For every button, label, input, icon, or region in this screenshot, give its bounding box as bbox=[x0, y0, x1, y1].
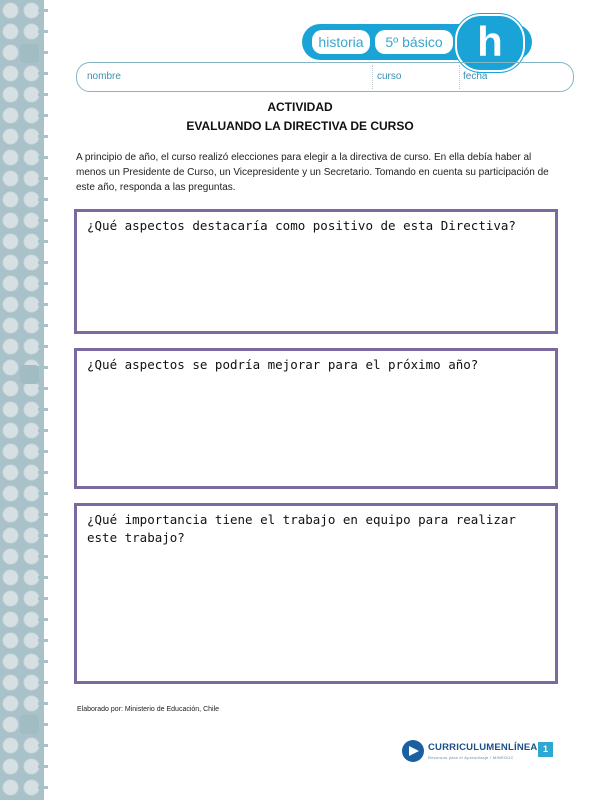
subject-letter-icon: h bbox=[455, 14, 525, 72]
divider bbox=[372, 65, 373, 89]
decorative-tile bbox=[20, 715, 39, 734]
subject-pill: historia bbox=[312, 30, 370, 54]
credit-text: Elaborado por: Ministerio de Educación, Chile bbox=[77, 706, 220, 713]
divider bbox=[459, 65, 460, 89]
question-text: ¿Qué importancia tiene el trabajo en equipo para realizar este trabajo? bbox=[87, 512, 516, 545]
decorative-tile bbox=[20, 365, 39, 384]
date-field[interactable]: fecha bbox=[463, 71, 488, 82]
activity-title: ACTIVIDAD bbox=[267, 100, 333, 114]
course-field[interactable]: curso bbox=[377, 71, 402, 82]
logo-subtitle: Recursos para el Aprendizaje / MINEDUC bbox=[428, 755, 514, 760]
page-number: 1 bbox=[538, 742, 553, 757]
intro-paragraph: A principio de año, el curso realizó elecciones para elegir a la directiva de curso. En ella debía haber al menos un Presidente de Curso, un Vicepresidente y un Secretario. Tomando en cuenta su participación de este año, responda a las preguntas. bbox=[76, 152, 549, 193]
play-arrow-icon bbox=[409, 746, 419, 756]
question-text: ¿Qué aspectos se podría mejorar para el próximo año? bbox=[87, 357, 479, 372]
answer-box-1[interactable] bbox=[74, 209, 558, 334]
name-field[interactable]: nombre bbox=[87, 71, 121, 82]
activity-subtitle: EVALUANDO LA DIRECTIVA DE CURSO bbox=[186, 119, 414, 133]
answer-box-2[interactable] bbox=[74, 348, 558, 489]
answer-box-3[interactable] bbox=[74, 503, 558, 684]
decorative-tile bbox=[20, 44, 39, 63]
logo-text: CURRICULUMENLÍNEA bbox=[428, 742, 538, 753]
grade-pill: 5º básico bbox=[375, 30, 453, 54]
student-info-row bbox=[76, 62, 574, 92]
question-text: ¿Qué aspectos destacaría como positivo de esta Directiva? bbox=[87, 218, 516, 233]
